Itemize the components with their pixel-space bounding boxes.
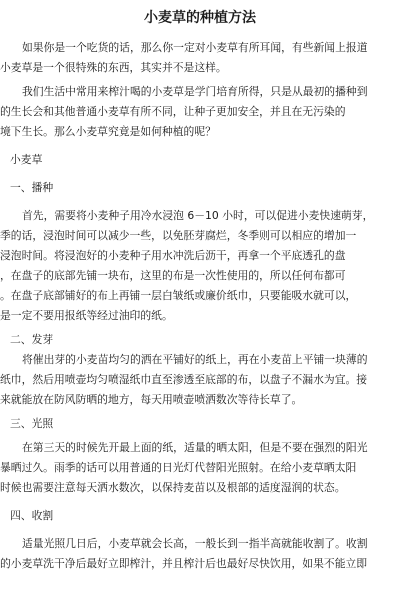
paragraph-line: 是一定不要用报纸等经过油印的纸。: [0, 309, 173, 322]
paragraph-line: 季的话，浸泡时间可以减少一些，以免胚芽腐烂，冬季则可以相应的增加一: [0, 229, 357, 242]
paragraph-line: 的生长会和其他普通小麦草有所不同，让种子更加安全，并且在无污染的: [0, 105, 346, 118]
paragraph-line: 纸巾，然后用喷壶均匀喷湿纸巾直至渗透至底部的布，以盘子不漏水为宜。接: [0, 373, 368, 386]
paragraph-line: 小麦草是一个很特殊的东西，其实并不是这样。: [0, 61, 227, 74]
paragraph-line: 时候也需要注意每天洒水数次，以保持麦苗以及根部的适度湿润的状态。: [0, 481, 346, 494]
paragraph-line: 首先，需要将小麦种子用冷水浸泡 6－10 小时，可以促进小麦快速萌芽，: [22, 209, 374, 222]
article-title: 小麦草的种植方法: [144, 10, 256, 26]
paragraph-line: 我们生活中常用来榨汁喝的小麦草是学门培育所得，只是从最初的播种到: [22, 85, 368, 98]
paragraph-line: ，在盘子的底部先铺一块布，这里的布是一次性使用的，所以任何布都可: [0, 269, 346, 282]
paragraph-line: 适量光照几日后，小麦草就会长高，一般长到一指半高就能收割了。收割: [22, 537, 368, 550]
section-heading: 二、发芽: [10, 333, 54, 346]
paragraph-line: 将催出芽的小麦苗均匀的洒在平铺好的纸上，再在小麦苗上平铺一块薄的: [22, 353, 368, 366]
section-heading: 四、收割: [10, 509, 54, 522]
section-heading: 三、光照: [10, 417, 54, 430]
paragraph-line: 在第三天的时候先开最上面的纸，适量的晒太阳，但是不要在强烈的阳光: [22, 441, 368, 454]
paragraph-line: 来就能放在防风防晒的地方，每天用喷壶喷洒数次等待长草了。: [0, 393, 303, 406]
paragraph-line: 如果你是一个吃货的话，那么你一定对小麦草有所耳闻，有些新闻上报道: [22, 41, 368, 54]
paragraph-line: 的小麦草洗干净后最好立即榨汁，并且榨汁后也最好尽快饮用，如果不能立即: [0, 557, 368, 570]
section-heading: 小麦草: [10, 153, 43, 166]
section-heading: 一、播种: [10, 181, 54, 194]
paragraph-line: 暴晒过久。雨季的话可以用普通的日光灯代替阳光照射。在给小麦草晒太阳: [0, 461, 357, 474]
paragraph-line: 境下生长。那么小麦草究竟是如何种植的呢？: [0, 125, 216, 138]
paragraph-line: 浸泡时间。将浸泡好的小麦种子用水冲洗后沥干，再拿一个平底透孔的盘: [0, 249, 346, 262]
paragraph-line: 。在盘子底部铺好的布上再铺一层白皱纸或廉价纸巾，只要能吸水就可以，: [0, 289, 357, 302]
